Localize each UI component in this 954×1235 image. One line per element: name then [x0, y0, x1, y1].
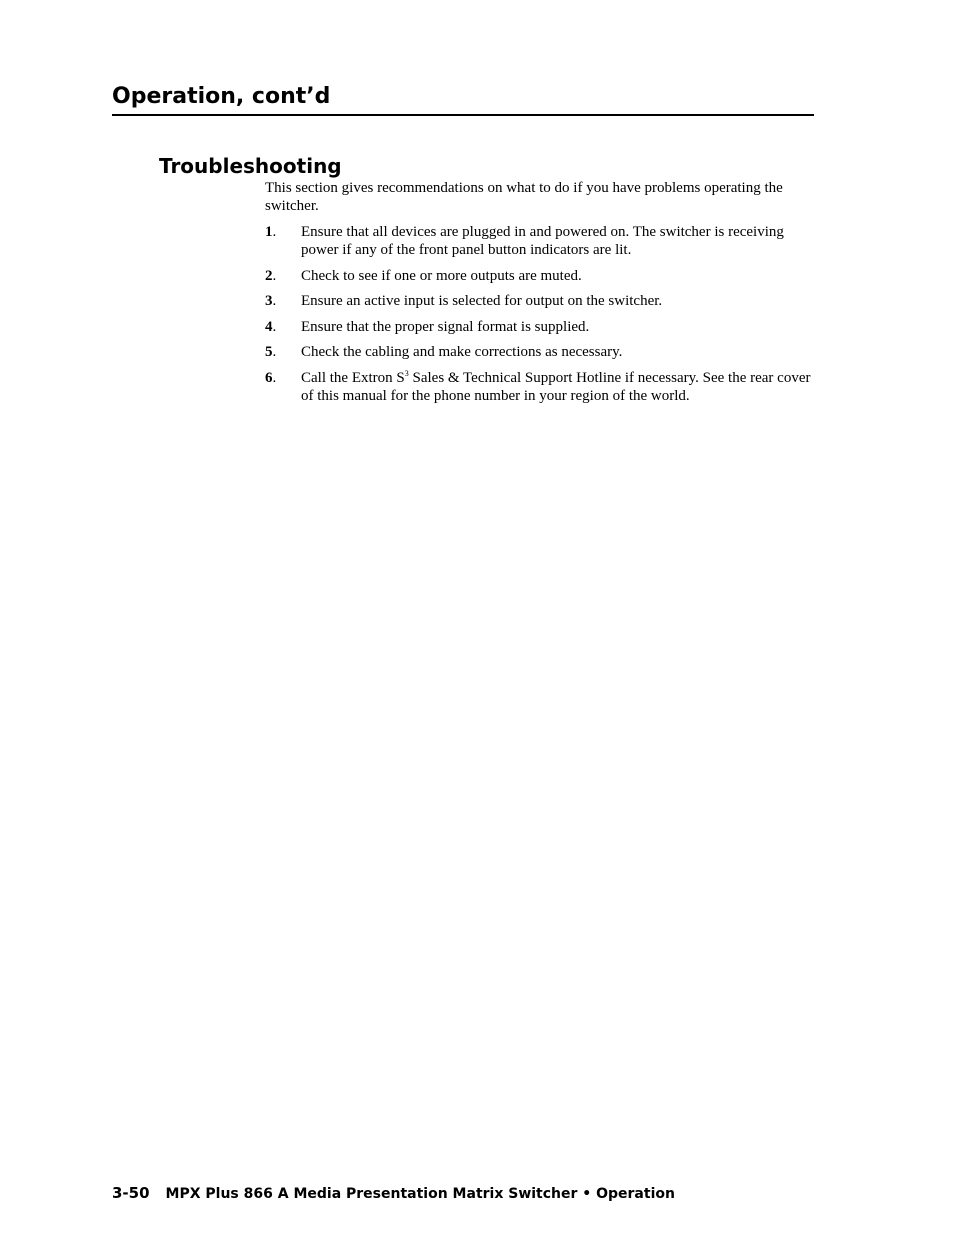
chapter-heading: [112, 82, 814, 116]
step-number: 5.: [265, 344, 277, 360]
page-footer: [112, 1182, 675, 1205]
step-text: Call the Extron $S^3$ Sales & Technical Support Hotline if necessary. See the rear cover of this manual for the phone number in your region of the world.: [301, 368, 811, 404]
list-item: [265, 223, 814, 259]
section-intro: This section gives recommendations on what to do if you have problems operating the switcher.: [265, 180, 783, 214]
step-number: 4.: [265, 318, 277, 335]
step-number: 3.: [265, 293, 277, 309]
step-number: 2.: [265, 267, 277, 284]
step-number: 1.: [265, 224, 277, 240]
list-item: [265, 267, 814, 285]
step-number: 6.: [265, 369, 277, 386]
chapter-title: Operation, cont’d: [112, 84, 331, 109]
step-text: Check to see if one or more outputs are muted.: [301, 267, 582, 284]
running-title: MPX Plus 866 A Media Presentation Matrix Switcher • Operation: [165, 1186, 675, 1202]
list-item: [265, 369, 814, 405]
superscript: 3: [404, 368, 409, 378]
list-item: [265, 318, 814, 336]
step-text: Ensure an active input is selected for output on the switcher.: [301, 293, 663, 309]
troubleshooting-steps: [265, 223, 814, 412]
page-number: 3-50: [112, 1184, 150, 1202]
list-item: [265, 292, 814, 310]
step-text: Ensure that the proper signal format is supplied.: [301, 318, 590, 335]
list-item: [265, 343, 814, 361]
step-text: Ensure that all devices are plugged in and powered on. The switcher is receiving power if any of the front panel button indicators are lit.: [301, 224, 784, 258]
step-text: Check the cabling and make corrections as necessary.: [301, 344, 623, 360]
section-title: Troubleshooting: [159, 154, 342, 178]
